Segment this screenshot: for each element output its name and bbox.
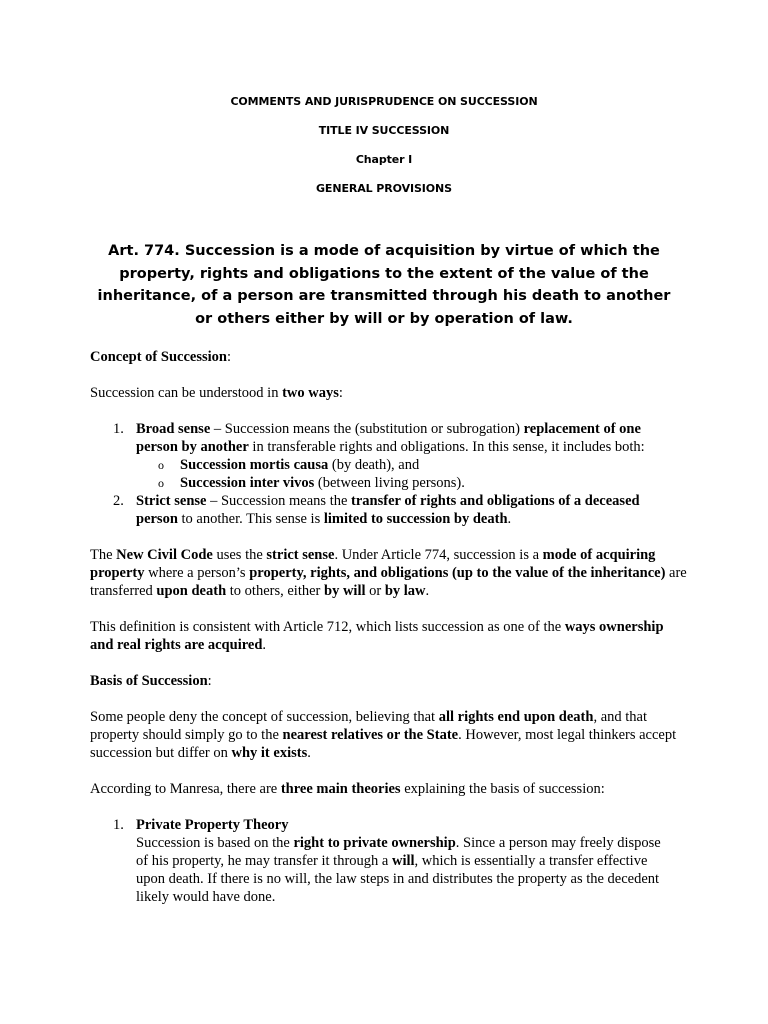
bold-run: nearest relatives or the State — [282, 727, 459, 743]
text-run: This definition is consistent with Article 712, which lists succession as one of the — [90, 619, 565, 635]
text-run: . — [507, 511, 512, 527]
sub-item-text — [180, 456, 419, 474]
list-number: 1. — [113, 421, 124, 437]
bold-run: by will — [324, 583, 366, 599]
text-run: According to Manresa, there are — [90, 781, 281, 797]
bold-run: Strict sense — [136, 493, 207, 509]
list-item-text — [136, 816, 676, 906]
bold-run: three main theories — [280, 781, 401, 797]
basis-heading: Basis of Succession — [90, 673, 208, 689]
text-run: or — [365, 583, 385, 599]
text-run: . — [425, 583, 430, 599]
text-run: explaining the basis of succession: — [400, 781, 605, 797]
text-run: where a person’s — [144, 565, 250, 581]
basis-heading-line — [90, 672, 690, 690]
list-item-text — [136, 420, 676, 456]
bold-run: replacement of one person by another — [136, 421, 641, 455]
article-712-paragraph — [90, 618, 690, 654]
concept-intro — [90, 384, 690, 402]
bold-run: strict sense — [266, 547, 335, 563]
civil-code-paragraph — [90, 546, 690, 600]
bold-run: by law — [384, 583, 426, 599]
text-run: , and that property should simply go to the — [90, 709, 647, 743]
article-774-text: Art. 774. Succession is a mode of acquisition by virtue of which the property, rights and obligations to the extent of the value of the inheritance, of a person are transmitted through his death to another or others either by will or by operation of law. — [97, 243, 671, 327]
text-run: . However, most legal thinkers accept succession but differ on — [90, 727, 677, 761]
bullet-icon: o — [158, 458, 164, 472]
list-item-text — [136, 492, 676, 528]
section-heading: GENERAL PROVISIONS — [316, 182, 452, 195]
bold-run: two ways — [282, 385, 339, 401]
bold-run: will — [391, 853, 415, 869]
concept-heading: Concept of Succession — [90, 349, 227, 365]
deny-paragraph — [90, 708, 690, 762]
text-run: to another. This sense is — [177, 511, 324, 527]
bold-run: right to private ownership — [293, 835, 456, 851]
bold-run: property, rights, and obligations (up to the value of the inheritance) — [249, 565, 666, 581]
text-run: (by death), and — [328, 457, 420, 473]
bold-run: Broad sense — [136, 421, 211, 437]
bold-run: mode of acquiring property — [90, 547, 656, 581]
chapter-heading: Chapter I — [355, 153, 413, 166]
concept-heading-line — [90, 348, 690, 366]
text-run: . Under Article 774, succession is a — [334, 547, 543, 563]
basis-heading-colon: : — [207, 673, 212, 689]
text-run: are transferred — [90, 565, 687, 599]
text-run: : — [338, 385, 343, 401]
text-run: uses the — [212, 547, 267, 563]
bold-run: Succession inter vivos — [180, 475, 315, 491]
text-run: The — [90, 547, 117, 563]
bold-run: ways ownership and real rights are acquired — [90, 619, 664, 653]
text-run: (between living persons). — [314, 475, 465, 491]
document-title: COMMENTS AND JURISPRUDENCE ON SUCCESSION — [230, 95, 538, 108]
list-number: 1. — [113, 817, 124, 833]
concept-heading-colon: : — [226, 349, 231, 365]
text-run: . Since a person may freely dispose of his property, he may transfer it through a — [136, 835, 661, 869]
list-number: 2. — [113, 493, 124, 509]
title-heading: TITLE IV SUCCESSION — [318, 124, 450, 137]
bold-run: all rights end upon death — [438, 709, 594, 725]
text-run: Succession is based on the — [136, 835, 294, 851]
text-run: to others, either — [226, 583, 324, 599]
sub-item-text — [180, 474, 465, 492]
text-run: – Succession means the (substitution or subrogation) — [210, 421, 524, 437]
text-run: , which is essentially a transfer effective upon death. If there is no will, the law steps in and distributes the property as the decedent likely would have done. — [136, 853, 660, 905]
bold-run: why it exists — [231, 745, 308, 761]
text-run: Some people deny the concept of succession, believing that — [90, 709, 439, 725]
bold-run: transfer of rights and obligations of a deceased person — [136, 493, 640, 527]
bold-run: Succession mortis causa — [180, 457, 329, 473]
text-run: . — [262, 637, 267, 653]
text-run: . — [307, 745, 311, 761]
text-run: Succession can be understood in — [90, 385, 283, 401]
bold-run: limited to succession by death — [323, 511, 508, 527]
text-run: – Succession means the — [206, 493, 352, 509]
bold-run: upon death — [156, 583, 227, 599]
bullet-icon: o — [158, 476, 164, 490]
text-run: in transferable rights and obligations. In this sense, it includes both: — [248, 439, 645, 455]
theory-title: Private Property Theory — [136, 817, 289, 833]
bold-run: New Civil Code — [116, 547, 213, 563]
manresa-paragraph — [90, 780, 690, 798]
